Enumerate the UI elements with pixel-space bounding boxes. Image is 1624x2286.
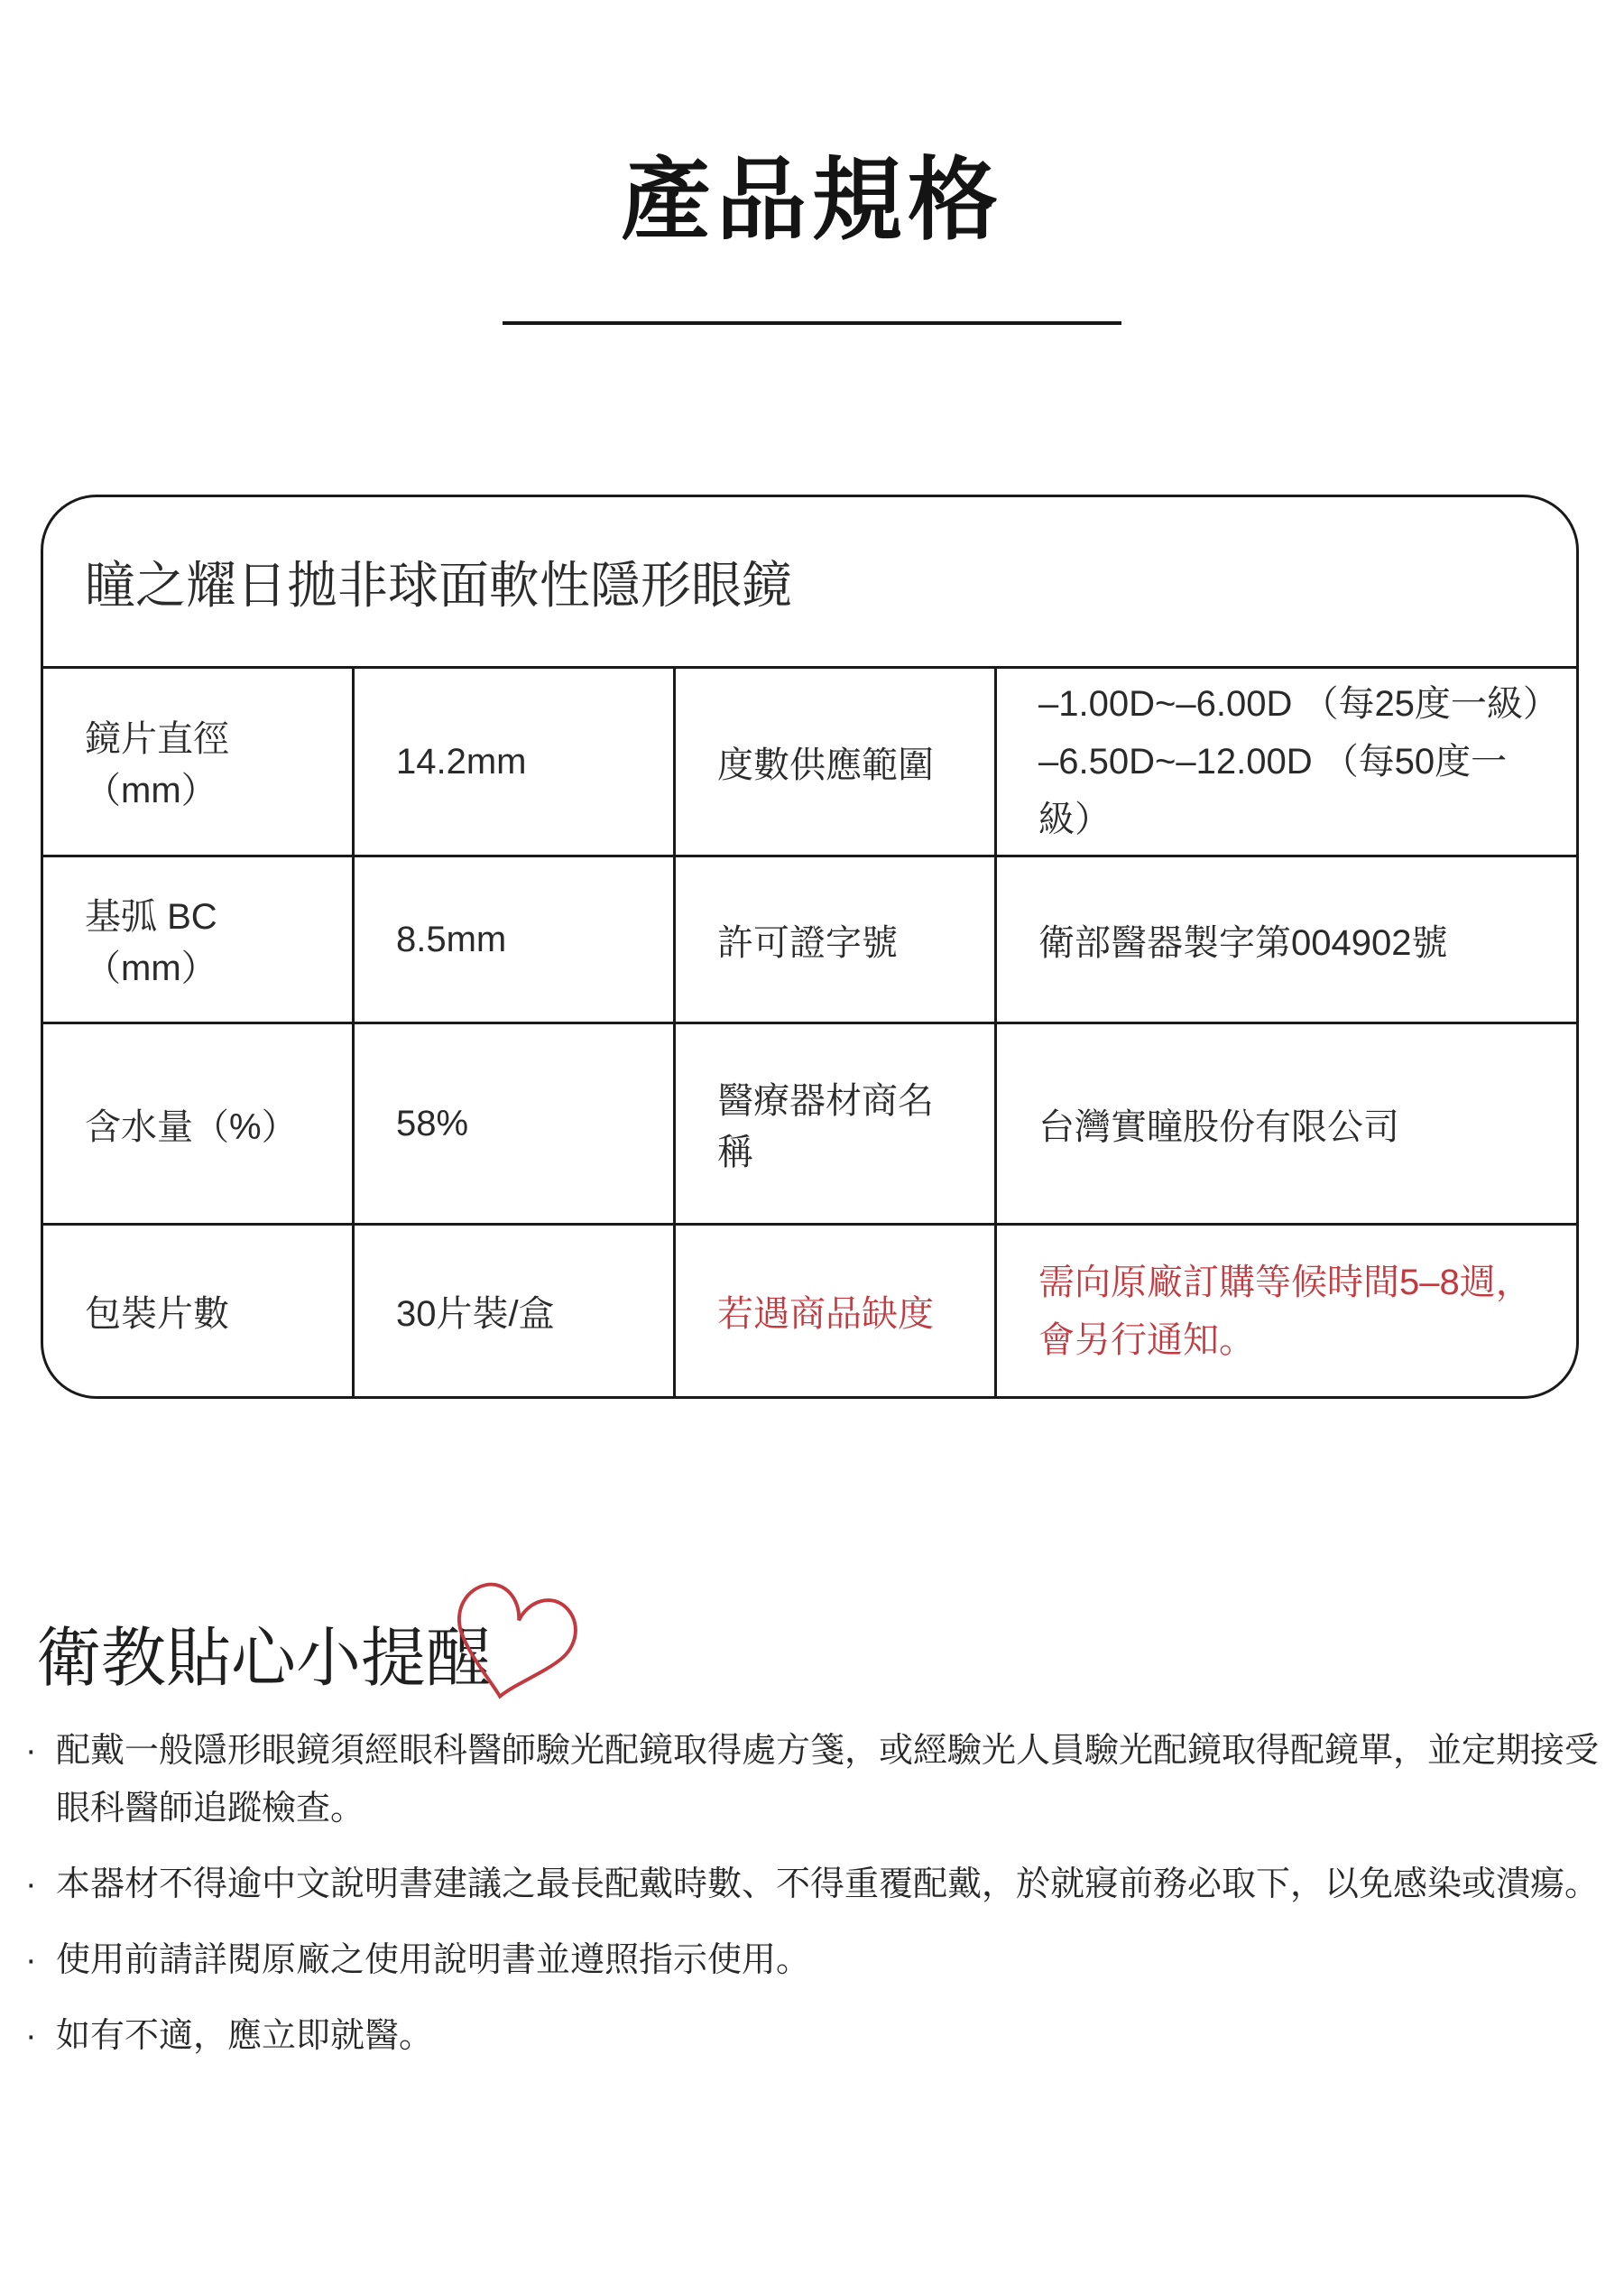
spec-label: 若遇商品缺度	[676, 1226, 997, 1396]
spec-value	[997, 669, 1576, 855]
table-row	[43, 1226, 1576, 1396]
spec-value-line: –6.50D~–12.00D （每50度一級）	[1038, 742, 1508, 839]
spec-label: 醫療器材商名稱	[676, 1024, 997, 1223]
table-row	[43, 1024, 1576, 1226]
bullet-marker: ·	[25, 1732, 37, 1770]
bullet-text: 本器材不得逾中文說明書建議之最長配戴時數、不得重覆配戴，於就寢前務必取下，以免感染或潰瘍。	[56, 1865, 1600, 1903]
spec-value-line: 需向原廠訂購等候時間5–8週，	[1038, 1262, 1532, 1302]
list-item	[25, 1722, 1602, 1837]
spec-value-line: –1.00D~–6.00D （每25度一級）	[1038, 684, 1559, 724]
bullet-text: 使用前請詳閱原廠之使用說明書並遵照指示使用。	[56, 1941, 811, 1979]
spec-value	[997, 1226, 1576, 1396]
spec-value: 58%	[355, 1024, 676, 1223]
product-name-header: 瞳之耀日拋非球面軟性隱形眼鏡	[43, 497, 1576, 669]
bullet-marker: ·	[25, 1865, 37, 1903]
table-row	[43, 669, 1576, 857]
list-item	[25, 2007, 1602, 2065]
spec-label: 度數供應範圍	[676, 669, 997, 855]
table-row	[43, 857, 1576, 1024]
title-underline	[503, 321, 1121, 325]
spec-table	[41, 495, 1579, 1399]
bullet-text: 如有不適，應立即就醫。	[56, 2017, 434, 2055]
reminder-heading: 衛教貼心小提醒	[36, 1623, 492, 1695]
bullet-list	[25, 1722, 1602, 2083]
bullet-marker: ·	[25, 1941, 37, 1979]
spec-value: 14.2mm	[355, 669, 676, 855]
list-item	[25, 1856, 1602, 1913]
spec-value: 30片裝/盒	[355, 1226, 676, 1396]
bullet-text: 配戴一般隱形眼鏡須經眼科醫師驗光配鏡取得處方箋，或經驗光人員驗光配鏡取得配鏡單，並定期接受眼科醫師追蹤檢查。	[56, 1732, 1600, 1828]
heart-icon	[438, 1572, 586, 1720]
spec-label: 基弧 BC（mm）	[43, 857, 355, 1022]
spec-label: 鏡片直徑（mm）	[43, 669, 355, 855]
spec-label: 包裝片數	[43, 1226, 355, 1396]
spec-value: 台灣實瞳股份有限公司	[1038, 1106, 1399, 1147]
page-title: 產品規格	[621, 150, 1003, 251]
spec-label: 許可證字號	[676, 857, 997, 1022]
spec-value: 衛部醫器製字第004902號	[1038, 922, 1448, 963]
spec-label: 含水量（%）	[43, 1024, 355, 1223]
spec-value: 8.5mm	[355, 857, 676, 1022]
list-item	[25, 1931, 1602, 1989]
bullet-marker: ·	[25, 2017, 37, 2055]
spec-value-line: 會另行通知。	[1038, 1319, 1255, 1360]
